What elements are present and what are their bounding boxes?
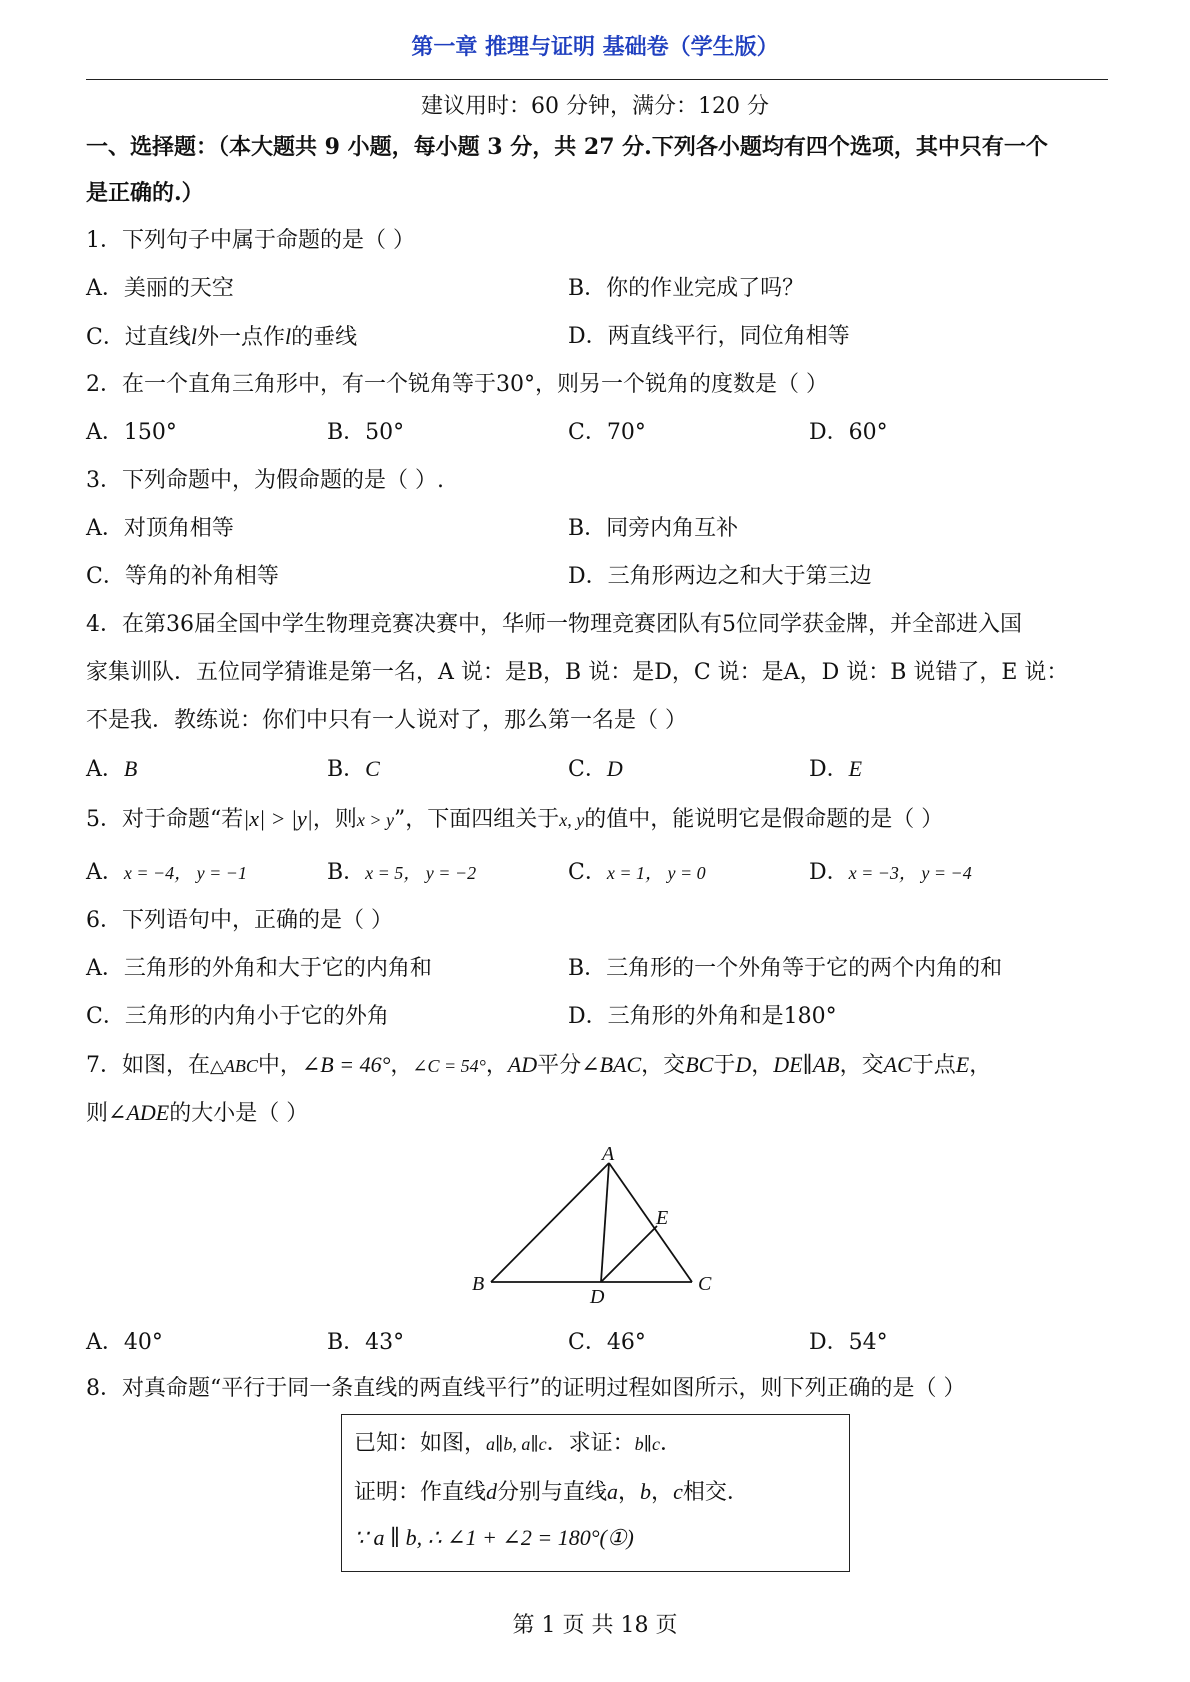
proof-given: 已知：如图，a∥b, a∥c．求证：b∥c． [354, 1431, 682, 1456]
q2-stem: 2．在一个直角三角形中，有一个锐角等于30°，则另一个锐角的度数是（ ） [86, 372, 828, 397]
q7-option-a: A．40° [86, 1330, 163, 1355]
q5-option-d: D．x = −3， y = −4 [809, 860, 972, 885]
q5-stem: 5．对于命题“若|x| > |y|，则x > y”，下面四组关于x, y的值中，能说明它是假命题的是（ ） [86, 806, 944, 832]
q3-option-d: D．三角形两边之和大于第三边 [568, 564, 872, 589]
q1-option-c: C．过直线l外一点作l的垂线 [86, 324, 358, 350]
q7-option-d: D．54° [809, 1330, 888, 1355]
q4-stem-line1: 4．在第36届全国中学生物理竞赛决赛中，华师一物理竞赛团队有5位同学获金牌，并全部进入国 [86, 612, 1022, 637]
q7-stem-line1: 7．如图，在△ABC中，∠B = 46°，∠C = 54°，AD平分∠BAC，交BC于D，DE∥AB，交AC于点E， [86, 1052, 992, 1078]
q5-option-a: A．x = −4， y = −1 [86, 860, 247, 885]
header-rule [86, 79, 1108, 80]
q6-option-d: D．三角形的外角和是180° [568, 1004, 837, 1029]
q3-stem: 3．下列命题中，为假命题的是（ ）. [86, 468, 444, 493]
q2-option-b: B．50° [327, 420, 405, 445]
q1-stem: 1．下列句子中属于命题的是（ ） [86, 228, 415, 253]
q7-option-b: B．43° [327, 1330, 405, 1355]
q4-option-b: B．C [327, 756, 380, 782]
q3-option-a: A．对顶角相等 [86, 516, 234, 541]
q3-option-b: B．同旁内角互补 [568, 516, 739, 541]
q4-option-d: D．E [809, 756, 863, 782]
q7-option-c: C．46° [568, 1330, 646, 1355]
page-title: 第一章 推理与证明 基础卷（学生版） [411, 35, 779, 60]
section-heading: 一、选择题：（本大题共 9 小题，每小题 3 分，共 27 分.下列各小题均有四个选项，其中只有一个 [86, 134, 1048, 160]
label-c: C [698, 1273, 712, 1295]
q2-option-a: A．150° [86, 420, 177, 445]
q7-stem-line2: 则∠ADE的大小是（ ） [86, 1100, 309, 1126]
triangle-figure [460, 1140, 730, 1310]
section-heading-cont: 是正确的.） [86, 180, 204, 206]
q6-stem: 6．下列语句中，正确的是（ ） [86, 908, 393, 933]
q1-option-a: A．美丽的天空 [86, 276, 234, 301]
page-footer: 第 1 页 共 18 页 [512, 1613, 678, 1638]
q4-option-a: A．B [86, 756, 138, 782]
label-a: A [602, 1143, 615, 1165]
segment-ad [601, 1163, 609, 1282]
segment-ac [609, 1163, 692, 1282]
label-e: E [656, 1207, 669, 1229]
q2-option-d: D．60° [809, 420, 888, 445]
label-b: B [472, 1273, 485, 1295]
proof-construction: 证明：作直线d分别与直线a，b，c相交． [354, 1479, 749, 1505]
q5-option-c: C．x = 1， y = 0 [568, 860, 706, 885]
q4-stem-line3: 不是我．教练说：你们中只有一人说对了，那么第一名是（ ） [86, 708, 687, 733]
segment-de [601, 1226, 657, 1282]
q8-stem: 8．对真命题“平行于同一条直线的两直线平行”的证明过程如图所示，则下列正确的是（ ） [86, 1376, 966, 1401]
proof-box [341, 1414, 850, 1572]
q3-option-c: C．等角的补角相等 [86, 564, 279, 589]
q5-option-b: B．x = 5， y = −2 [327, 860, 477, 885]
segment-ab [491, 1163, 609, 1282]
label-d: D [590, 1286, 605, 1308]
q4-stem-line2: 家集训队．五位同学猜谁是第一名，A 说：是B，B 说：是D，C 说：是A，D 说：B 说错了，E 说： [86, 660, 1069, 685]
q2-option-c: C．70° [568, 420, 646, 445]
q1-option-d: D．两直线平行，同位角相等 [568, 324, 850, 349]
q1-option-b: B．你的作业完成了吗？ [568, 276, 805, 301]
q6-option-a: A．三角形的外角和大于它的内角和 [86, 956, 432, 981]
q4-option-c: C．D [568, 756, 623, 782]
q6-option-c: C．三角形的内角小于它的外角 [86, 1004, 389, 1029]
time-info: 建议用时：60 分钟，满分：120 分 [421, 94, 769, 119]
q6-option-b: B．三角形的一个外角等于它的两个内角的和 [568, 956, 1003, 981]
proof-step-1: ∵ a ∥ b, ∴ ∠1 + ∠2 = 180°(①) [354, 1525, 634, 1550]
